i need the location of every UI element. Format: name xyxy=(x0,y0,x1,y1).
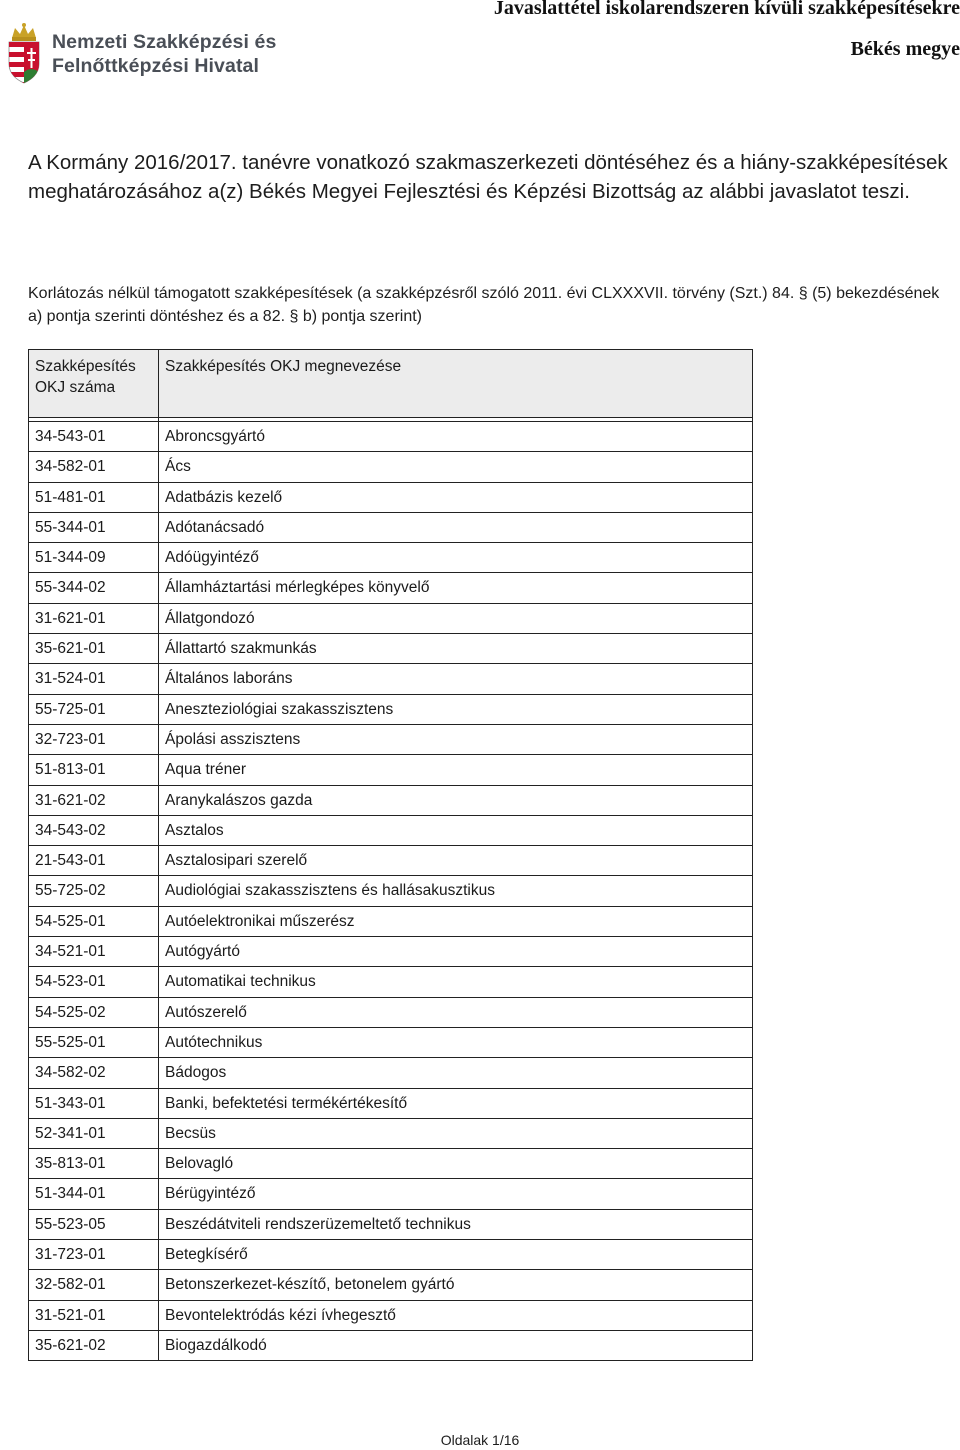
okj-code-cell: 55-344-01 xyxy=(29,512,159,542)
organization-name xyxy=(52,30,276,78)
qualification-name-cell: Autótechnikus xyxy=(159,1027,753,1057)
table-row xyxy=(29,876,753,906)
table-row xyxy=(29,846,753,876)
okj-code-cell: 51-481-01 xyxy=(29,482,159,512)
okj-code-cell: 35-813-01 xyxy=(29,1149,159,1179)
qualification-name-cell: Állattartó szakmunkás xyxy=(159,634,753,664)
qualification-name-cell: Autóelektronikai műszerész xyxy=(159,906,753,936)
okj-code-cell: 51-813-01 xyxy=(29,755,159,785)
qualification-name-cell: Biogazdálkodó xyxy=(159,1330,753,1360)
okj-code-cell: 51-344-09 xyxy=(29,543,159,573)
okj-code-cell: 54-525-02 xyxy=(29,997,159,1027)
table-header-row xyxy=(29,350,753,418)
table-row xyxy=(29,1179,753,1209)
hungarian-coat-of-arms-icon xyxy=(4,22,44,86)
qualification-name-cell: Adótanácsadó xyxy=(159,512,753,542)
okj-code-cell: 54-523-01 xyxy=(29,967,159,997)
table-row xyxy=(29,422,753,452)
organization-name-line1: Nemzeti Szakképzési és xyxy=(52,31,277,53)
table-row xyxy=(29,452,753,482)
qualification-name-cell: Aneszteziológiai szakasszisztens xyxy=(159,694,753,724)
qualification-name-cell: Állatgondozó xyxy=(159,603,753,633)
qualification-name-cell: Bádogos xyxy=(159,1058,753,1088)
qualification-name-cell: Becsüs xyxy=(159,1118,753,1148)
okj-code-cell: 31-521-01 xyxy=(29,1300,159,1330)
qualification-name-cell: Betonszerkezet-készítő, betonelem gyártó xyxy=(159,1270,753,1300)
okj-code-cell: 21-543-01 xyxy=(29,846,159,876)
qualification-name-cell: Ács xyxy=(159,452,753,482)
table-row xyxy=(29,1270,753,1300)
table-row xyxy=(29,512,753,542)
table-row xyxy=(29,1209,753,1239)
qualification-name-cell: Abroncsgyártó xyxy=(159,422,753,452)
county-label: Békés megye xyxy=(850,38,960,60)
table-row xyxy=(29,1300,753,1330)
okj-code-cell: 32-723-01 xyxy=(29,724,159,754)
qualification-name-cell: Államháztartási mérlegképes könyvelő xyxy=(159,573,753,603)
nszfh-logo xyxy=(4,22,324,88)
qualification-name-cell: Bevontelektródás kézi ívhegesztő xyxy=(159,1300,753,1330)
column-header-code: Szakképesítés OKJ száma xyxy=(29,350,159,418)
table-row xyxy=(29,1149,753,1179)
table-row xyxy=(29,997,753,1027)
okj-code-cell: 55-725-01 xyxy=(29,694,159,724)
qualification-name-cell: Aranykalászos gazda xyxy=(159,785,753,815)
table-row xyxy=(29,1027,753,1057)
table-row xyxy=(29,1058,753,1088)
okj-code-cell: 31-621-01 xyxy=(29,603,159,633)
qualification-name-cell: Beszédátviteli rendszerüzemeltető technikus xyxy=(159,1209,753,1239)
table-row xyxy=(29,694,753,724)
table-row xyxy=(29,543,753,573)
okj-code-cell: 52-341-01 xyxy=(29,1118,159,1148)
okj-code-cell: 34-543-01 xyxy=(29,422,159,452)
qualification-name-cell: Banki, befektetési termékértékesítő xyxy=(159,1088,753,1118)
qualification-name-cell: Ápolási asszisztens xyxy=(159,724,753,754)
table-row xyxy=(29,573,753,603)
qualification-name-cell: Asztalosipari szerelő xyxy=(159,846,753,876)
table-row xyxy=(29,755,753,785)
qualification-name-cell: Aqua tréner xyxy=(159,755,753,785)
qualification-name-cell: Általános laboráns xyxy=(159,664,753,694)
okj-code-cell: 34-543-02 xyxy=(29,815,159,845)
table-row xyxy=(29,785,753,815)
okj-code-cell: 35-621-02 xyxy=(29,1330,159,1360)
qualification-name-cell: Belovagló xyxy=(159,1149,753,1179)
table-row xyxy=(29,906,753,936)
okj-code-cell: 55-525-01 xyxy=(29,1027,159,1057)
okj-code-cell: 55-725-02 xyxy=(29,876,159,906)
table-row xyxy=(29,482,753,512)
okj-code-cell: 34-582-01 xyxy=(29,452,159,482)
table-row xyxy=(29,937,753,967)
qualification-name-cell: Adóügyintéző xyxy=(159,543,753,573)
okj-code-cell: 31-524-01 xyxy=(29,664,159,694)
table-row xyxy=(29,1240,753,1270)
table-row xyxy=(29,1088,753,1118)
section-subtitle: Korlátozás nélkül támogatott szakképesítések (a szakképzésről szóló 2011. évi CLXXXVII. törvény (Szt.) 84. § (5) bekezdésének a) pontja szerinti döntéshez és a 82. § b) pontja szerint) xyxy=(28,285,940,325)
okj-code-cell: 31-621-02 xyxy=(29,785,159,815)
qualification-name-cell: Adatbázis kezelő xyxy=(159,482,753,512)
okj-code-cell: 35-621-01 xyxy=(29,634,159,664)
okj-code-cell: 34-582-02 xyxy=(29,1058,159,1088)
table-row xyxy=(29,1330,753,1360)
table-row xyxy=(29,967,753,997)
table-row xyxy=(29,815,753,845)
qualification-name-cell: Asztalos xyxy=(159,815,753,845)
qualification-name-cell: Audiológiai szakasszisztens és hallásakusztikus xyxy=(159,876,753,906)
okj-code-cell: 54-525-01 xyxy=(29,906,159,936)
qualification-name-cell: Betegkísérő xyxy=(159,1240,753,1270)
organization-name-line2: Felnőttképzési Hivatal xyxy=(52,55,260,77)
qualification-name-cell: Bérügyintéző xyxy=(159,1179,753,1209)
okj-code-cell: 55-344-02 xyxy=(29,573,159,603)
page-counter: Oldalak 1/16 xyxy=(440,1432,520,1448)
table-row xyxy=(29,664,753,694)
table-row xyxy=(29,724,753,754)
table-row xyxy=(29,1118,753,1148)
qualifications-table xyxy=(28,349,753,1361)
okj-code-cell: 51-343-01 xyxy=(29,1088,159,1118)
okj-code-cell: 51-344-01 xyxy=(29,1179,159,1209)
table-body xyxy=(29,418,753,1361)
table-row xyxy=(29,634,753,664)
okj-code-cell: 32-582-01 xyxy=(29,1270,159,1300)
qualification-name-cell: Autószerelő xyxy=(159,997,753,1027)
table-row xyxy=(29,603,753,633)
intro-paragraph: A Kormány 2016/2017. tanévre vonatkozó szakmaszerkezeti döntéséhez és a hiány-szakképesítések meghatározásához a(z) Békés Megyei Fejlesztési és Képzési Bizottság az alábbi javaslatot teszi. xyxy=(28,151,948,203)
qualification-name-cell: Autógyártó xyxy=(159,937,753,967)
okj-code-cell: 31-723-01 xyxy=(29,1240,159,1270)
column-header-name: Szakképesítés OKJ megnevezése xyxy=(159,350,753,418)
document-title: Javaslattétel iskolarendszeren kívüli szakképesítésekre xyxy=(493,0,960,19)
okj-code-cell: 34-521-01 xyxy=(29,937,159,967)
okj-code-cell: 55-523-05 xyxy=(29,1209,159,1239)
qualification-name-cell: Automatikai technikus xyxy=(159,967,753,997)
